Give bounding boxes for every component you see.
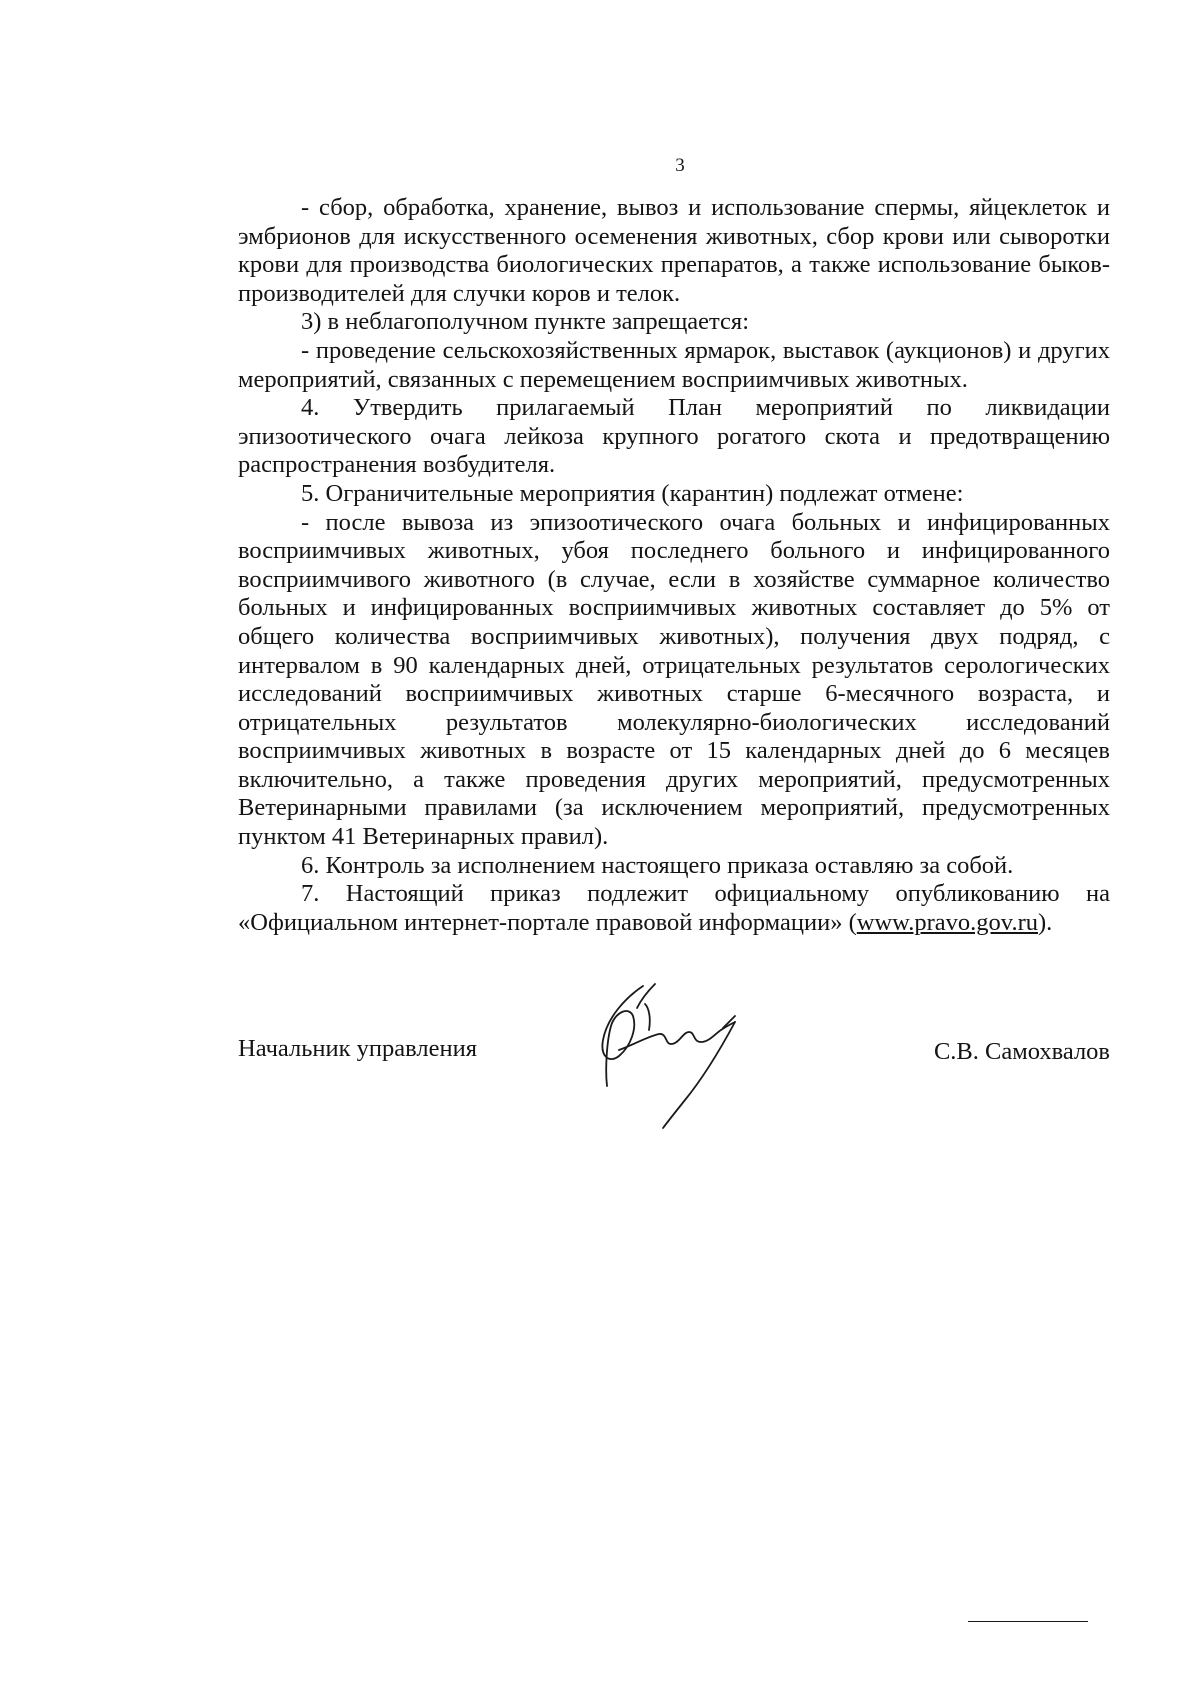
paragraph: - после вывоза из эпизоотического очага больных и инфицированных восприимчивых животных, убоя последнего больного и инфицированного восприимчивого животного (в случае, если в хозяйстве суммарное количество больных и инфицированных восприимчивых животных составляет до 5% от общего количества восприимчивых животных), получения двух подряд, с интервалом в 90 календарных дней, отрицательных результатов серологических исследований восприимчивых животных старше 6-месячного возраста, и отрицательных результатов молекулярно-биологических исследований восприимчивых животных в возрасте от 15 календарных дней до 6 месяцев включительно, а также проведения других мероприятий, предусмотренных Ветеринарными правилами (за исключением мероприятий, предусмотренных пунктом 41 Ветеринарных правил). xyxy=(238,508,1110,851)
publication-text-end: ). xyxy=(1037,908,1053,936)
paragraph: - проведение сельскохозяйственных ярмарок, выставок (аукционов) и других мероприятий, связанных с перемещением восприимчивых животных. xyxy=(238,336,1110,393)
paragraph: 3) в неблагополучном пункте запрещается: xyxy=(301,308,750,336)
paragraph: 6. Контроль за исполнением настоящего приказа оставляю за собой. xyxy=(301,851,1014,879)
paragraph: 4. Утвердить прилагаемый План мероприятий по ликвидации эпизоотического очага лейкоза крупного рогатого скота и предотвращению распространения возбудителя. xyxy=(238,394,1110,479)
publication-url-link[interactable]: www.pravo.gov.ru xyxy=(856,908,1038,936)
signatory-name: С.В. Самохвалов xyxy=(933,1038,1110,1065)
paragraph: 5. Ограничительные мероприятия (карантин) подлежат отмене: xyxy=(301,479,964,507)
publication-text: 7. Настоящий приказ подлежит официальному опубликованию на «Официальном интернет-портале правовой информации» ( xyxy=(238,880,1110,936)
footer-rule xyxy=(968,1621,1088,1622)
paragraph: - сбор, обработка, хранение, вывоз и использование спермы, яйцеклеток и эмбрионов для искусственного осеменения животных, сбор крови или сыворотки крови для производства биологических препаратов, а также использование быков-производителей для случки коров и телок. xyxy=(238,194,1110,307)
document-body xyxy=(238,194,1110,937)
page-number: 3 xyxy=(675,155,685,176)
handwritten-signature xyxy=(585,978,755,1138)
signatory-position: Начальник управления xyxy=(238,1035,477,1062)
paragraph-publication xyxy=(238,880,1110,937)
